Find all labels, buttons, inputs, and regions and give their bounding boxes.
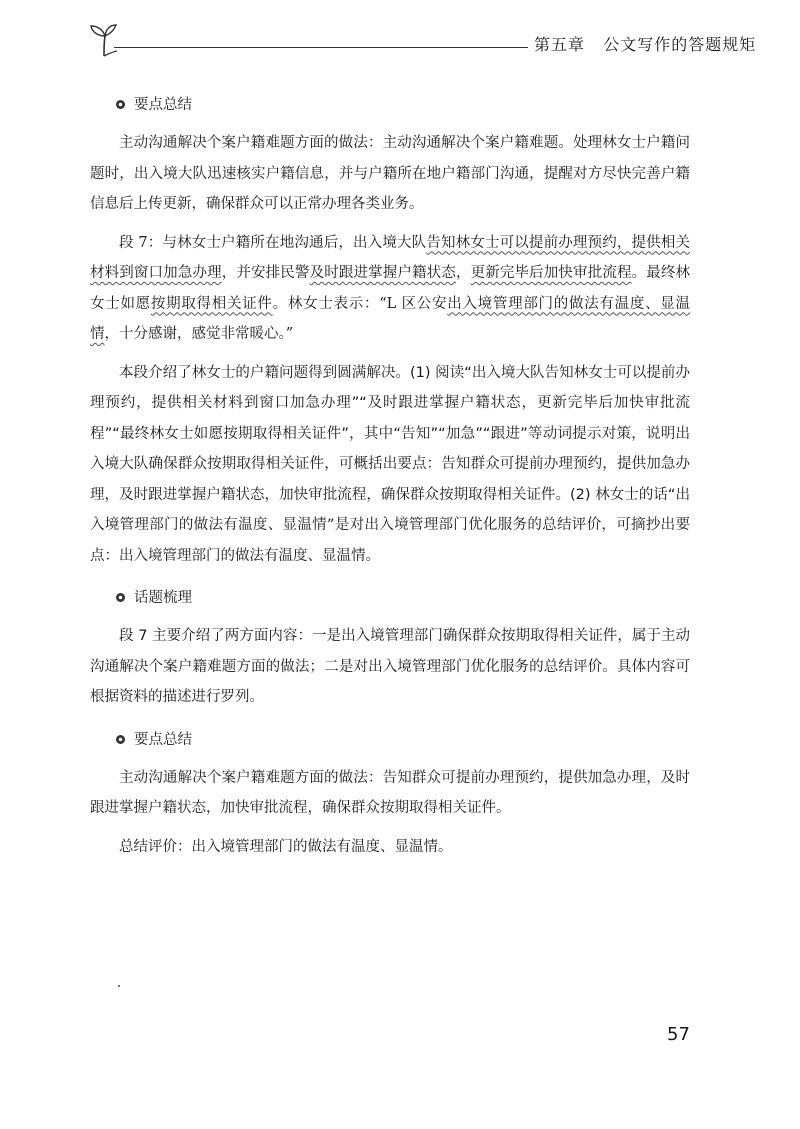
summary-2-text: 主动沟通解决个案户籍难题方面的做法：告知群众可提前办理预约，提供加急办理，及时跟进掌握户籍状态，加快审批流程，确保群众按期取得相关证件。 — [90, 769, 690, 816]
underlined-phrase: 及时跟进掌握户籍状态 — [309, 265, 456, 281]
summary-2-evaluation: 总结评价：出入境管理部门的做法有温度、显温情。 — [119, 838, 453, 855]
page-header — [78, 18, 757, 58]
section-heading-summary-1: 要点总结 — [90, 90, 690, 120]
chapter-number: 第五章 — [534, 35, 586, 54]
bullet-icon — [116, 735, 125, 744]
analysis-text: 本段介绍了林女士的户籍问题得到圆满解决。(1) 阅读“出入境大队告知林女士可以提前办理预约，提供相关材料到窗口加急办理”“及时跟进掌握户籍状态，更新完毕后加快审批流程”“最终林女士如愿按期取得相关证件”，其中“告知”“加急”“跟进”等动词提示对策，说明出入境大队确保群众按期取得相关证件，可概括出要点：告知群众可提前办理预约，提供加急办理，及时跟进掌握户籍状态，加快审批流程，确保群众按期取得相关证件。(2) 林女士的话“出入境管理部门的做法有温度、显温情”是对出入境管理部门优化服务的总结评价，可摘抄出要点：出入境管理部门的做法有温度、显温情。 — [90, 364, 690, 564]
underlined-phrase: 更新完毕后加快审批流程 — [470, 265, 632, 281]
chapter-title: 公文写作的答题规矩 — [603, 35, 757, 54]
header-rule — [114, 47, 528, 48]
page-number: 57 — [667, 1024, 690, 1045]
underlined-phrase: 按期取得相关证件 — [150, 295, 273, 312]
sprout-icon — [84, 22, 124, 58]
page-body — [90, 90, 690, 862]
underlined-phrase: 告知林女士可以提前办理预约，提供相关材料到窗口加急办理 — [90, 234, 690, 281]
section-heading-summary-2: 要点总结 — [90, 725, 690, 755]
scan-speck — [118, 985, 120, 987]
chapter-heading — [534, 32, 756, 55]
bullet-icon — [116, 100, 125, 109]
bullet-icon — [116, 593, 125, 602]
underlined-phrase: 出入境管理部门的做法有温度、显温情 — [90, 295, 691, 342]
section-heading-topic: 话题梳理 — [90, 583, 690, 613]
paragraph-7-quote: 段 7：与林女士户籍所在地沟通后，出入境大队告知林女士可以提前办理预约，提供相关材料到窗口加急办理，并安排民警及时跟进掌握户籍状态，更新完毕后加快审批流程。最终林女士如愿按期取得相关证件。林女士表示：“L 区公安出入境管理部门的做法有温度、显温情，十分感谢，感觉非常暖心。” — [90, 234, 691, 342]
summary-1-text: 主动沟通解决个案户籍难题方面的做法：主动沟通解决个案户籍难题。处理林女士户籍问题时，出入境大队迅速核实户籍信息，并与户籍所在地户籍部门沟通，提醒对方尽快完善户籍信息后上传更新，确保群众可以正常办理各类业务。 — [90, 135, 690, 212]
topic-text: 段 7 主要介绍了两方面内容：一是出入境管理部门确保群众按期取得相关证件，属于主动沟通解决个案户籍难题方面的做法；二是对出入境管理部门优化服务的总结评价。具体内容可根据资料的描述进行罗列。 — [90, 628, 690, 705]
